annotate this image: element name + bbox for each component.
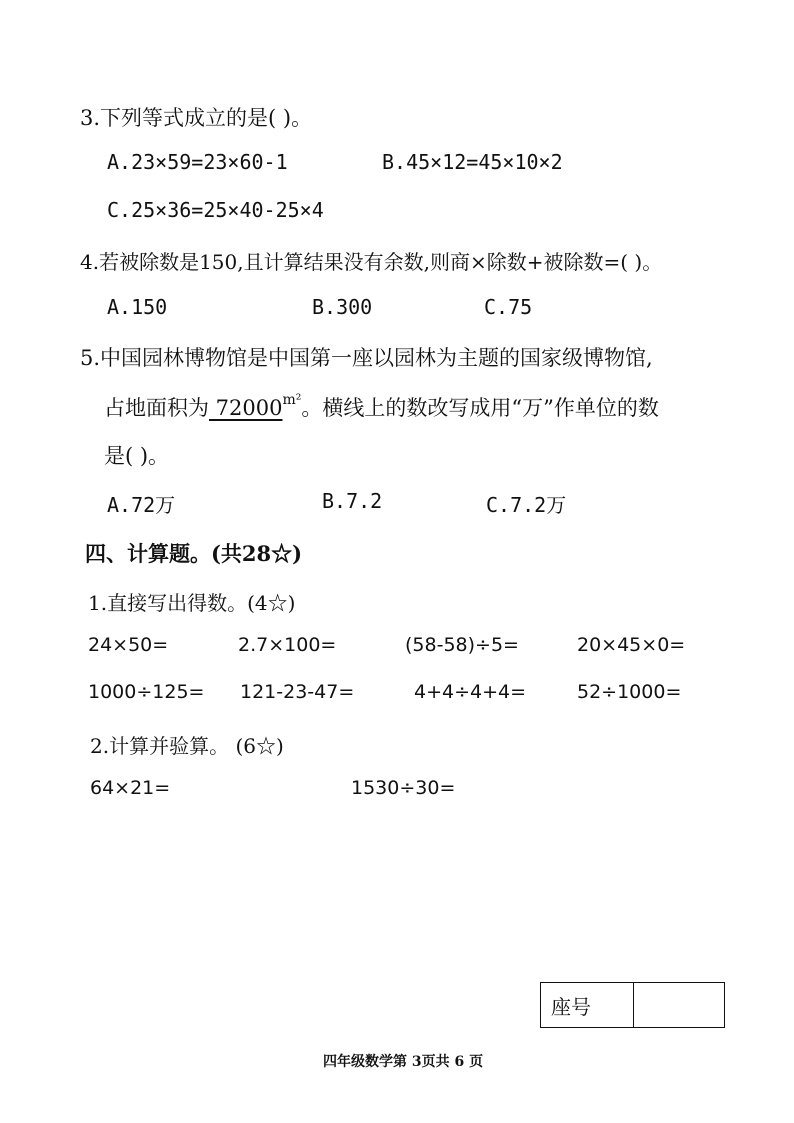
q4-stem: 4.若被除数是150,且计算结果没有余数,则商×除数+被除数=( )。 — [80, 250, 663, 274]
seat-number-label: 座号 — [541, 983, 634, 1027]
q3-stem: 3.下列等式成立的是( )。 — [80, 106, 313, 130]
q4-option-c: C.75 — [484, 295, 533, 319]
q4-option-b: B.300 — [312, 295, 373, 319]
q5-option-c: C.7.2万 — [486, 493, 567, 517]
q5-option-b: B.7.2 — [322, 489, 383, 513]
q5-option-a: A.72万 — [107, 493, 176, 517]
seat-number-box — [540, 982, 725, 1028]
calc-1-2: 2.7×100= — [238, 634, 337, 656]
calc-1-1: 24×50= — [88, 634, 169, 656]
calc-2-4: 52÷1000= — [577, 681, 682, 703]
q5-line-2-prefix: 占地面积为 — [104, 396, 209, 420]
calc-1-4: 20×45×0= — [577, 634, 686, 656]
q5-line-2 — [104, 392, 659, 422]
page-footer: 四年级数学第 3页共 6 页 — [323, 1054, 484, 1070]
q3-option-a: A.23×59=23×60-1 — [107, 150, 288, 174]
q5-line-3: 是( )。 — [104, 444, 170, 468]
q3-option-c: C.25×36=25×40-25×4 — [107, 198, 324, 222]
q4-option-a: A.150 — [107, 295, 168, 319]
calc-3-1: 64×21= — [90, 777, 171, 799]
seat-number-field[interactable] — [634, 983, 724, 1027]
q5-underlined-number: 72000 — [209, 396, 283, 420]
q3-option-b: B.45×12=45×10×2 — [382, 150, 563, 174]
calc-1-3: (58-58)÷5= — [405, 634, 519, 656]
q5-line-1: 5.中国园林博物馆是中国第一座以园林为主题的国家级博物馆, — [80, 346, 653, 370]
q5-line-2-suffix: 。横线上的数改写成用“万”作单位的数 — [301, 396, 659, 420]
calc-3-2: 1530÷30= — [351, 777, 456, 799]
calc-2-3: 4+4÷4+4= — [414, 681, 527, 703]
section-4-sub-1: 1.直接写出得数。(4☆) — [88, 591, 296, 615]
q5-unit: m² — [282, 392, 302, 408]
section-4-sub-2: 2.计算并验算。 (6☆) — [90, 734, 284, 758]
section-4-title: 四、计算题。(共28☆) — [85, 541, 303, 566]
calc-2-1: 1000÷125= — [88, 681, 205, 703]
calc-2-2: 121-23-47= — [240, 681, 355, 703]
